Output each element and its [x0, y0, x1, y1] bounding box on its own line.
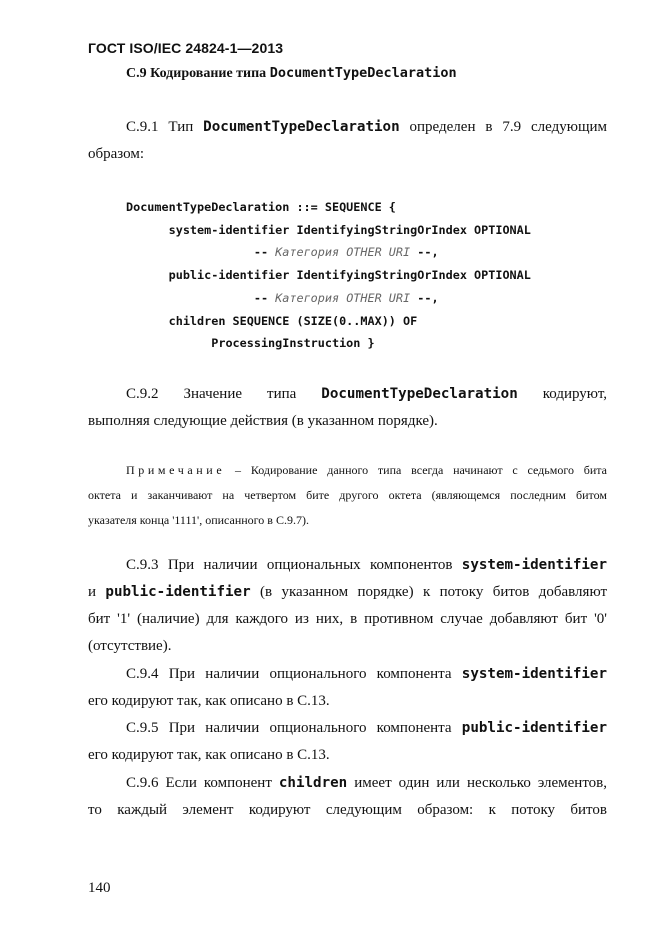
- asn1-code-block: [126, 196, 531, 355]
- paragraph-line: [88, 552, 607, 579]
- paragraph-line: [88, 715, 607, 742]
- paragraph-c93: [88, 552, 607, 660]
- paragraph-c91: [88, 114, 607, 168]
- text-span: C.9.3 При наличии опциональных компонентов: [126, 557, 453, 573]
- paragraph-line: [88, 381, 607, 408]
- code-comment: Категория OTHER URI: [275, 245, 411, 260]
- paragraph-line: (отсутствие).: [88, 638, 172, 654]
- paragraph-line: его кодируют так, как описано в С.13.: [88, 693, 330, 709]
- code-term: public-identifier: [461, 720, 607, 736]
- paragraph-c95: [88, 715, 607, 769]
- paragraph-c96: [88, 770, 607, 824]
- code-field: public-identifier: [168, 268, 290, 283]
- page-number: 140: [88, 880, 111, 896]
- text-span: имеет один или несколько элементов,: [354, 775, 608, 791]
- code-line: children SEQUENCE (SIZE(0..MAX)) OF: [168, 313, 418, 328]
- note-line: указателя конца '1111', описанного в С.9.7).: [88, 513, 309, 527]
- paragraph-line: [88, 579, 607, 606]
- text-span: C.9.6 Если компонент: [126, 775, 272, 791]
- text-span: C.9.2 Значение типа: [126, 386, 297, 402]
- code-term: system-identifier: [461, 557, 608, 573]
- code-term: public-identifier: [105, 584, 251, 600]
- paragraph-line: образом:: [88, 146, 145, 162]
- note-line: октета и заканчивают на четвертом бите другого октета (являющемся последним битом: [88, 488, 607, 502]
- code-term: DocumentTypeDeclaration: [321, 386, 518, 402]
- section-title-text: Кодирование типа: [150, 66, 267, 81]
- code-comment-start: --: [253, 245, 269, 260]
- text-span: C.9.4 При наличии опционального компонента: [126, 666, 452, 682]
- text-span: C.9.5 При наличии опционального компонента: [126, 720, 452, 736]
- paragraph-line: бит '1' (наличие) для каждого из них, в противном случае добавляют бит '0': [88, 611, 607, 627]
- code-line: ProcessingInstruction }: [211, 336, 375, 351]
- text-span: определен в 7.9 следующим: [409, 119, 608, 135]
- text-span: кодируют,: [542, 386, 607, 402]
- section-title-code: DocumentTypeDeclaration: [269, 65, 457, 81]
- note-line: [88, 458, 607, 483]
- document-standard-header: ГОСТ ISO/IEC 24824-1—2013: [88, 40, 284, 56]
- section-title: [126, 65, 457, 82]
- code-term: system-identifier: [461, 666, 607, 682]
- text-span: C.9.1 Тип: [126, 119, 194, 135]
- code-term: children: [278, 775, 348, 791]
- code-field: system-identifier: [168, 222, 290, 237]
- paragraph-c92: [88, 381, 607, 435]
- code-line: DocumentTypeDeclaration ::= SEQUENCE {: [126, 200, 396, 214]
- code-comment-start: --: [253, 290, 269, 305]
- paragraph-line: выполняя следующие действия (в указанном порядке).: [88, 413, 438, 429]
- code-comment-end: --,: [417, 245, 439, 260]
- code-comment: Категория OTHER URI: [275, 290, 411, 305]
- paragraph-c94: [88, 661, 607, 715]
- paragraph-line: [88, 661, 607, 688]
- code-comment-end: --,: [417, 290, 439, 305]
- code-type: IdentifyingStringOrIndex OPTIONAL: [296, 268, 531, 283]
- section-number: C.9: [126, 66, 147, 81]
- paragraph-line: [88, 114, 607, 141]
- note-block: [88, 458, 607, 533]
- text-span: (в указанном порядке) к потоку битов добавляют: [260, 584, 608, 600]
- text-span: – Кодирование данного типа всегда начинают с седьмого бита: [235, 463, 607, 477]
- note-label: Примечание: [126, 463, 226, 477]
- paragraph-line: его кодируют так, как описано в С.13.: [88, 747, 330, 763]
- text-span: и: [88, 584, 97, 600]
- paragraph-line: то каждый элемент кодируют следующим образом: к потоку битов: [88, 802, 607, 818]
- code-type: IdentifyingStringOrIndex OPTIONAL: [296, 222, 531, 237]
- paragraph-line: [88, 770, 607, 797]
- code-term: DocumentTypeDeclaration: [203, 119, 400, 135]
